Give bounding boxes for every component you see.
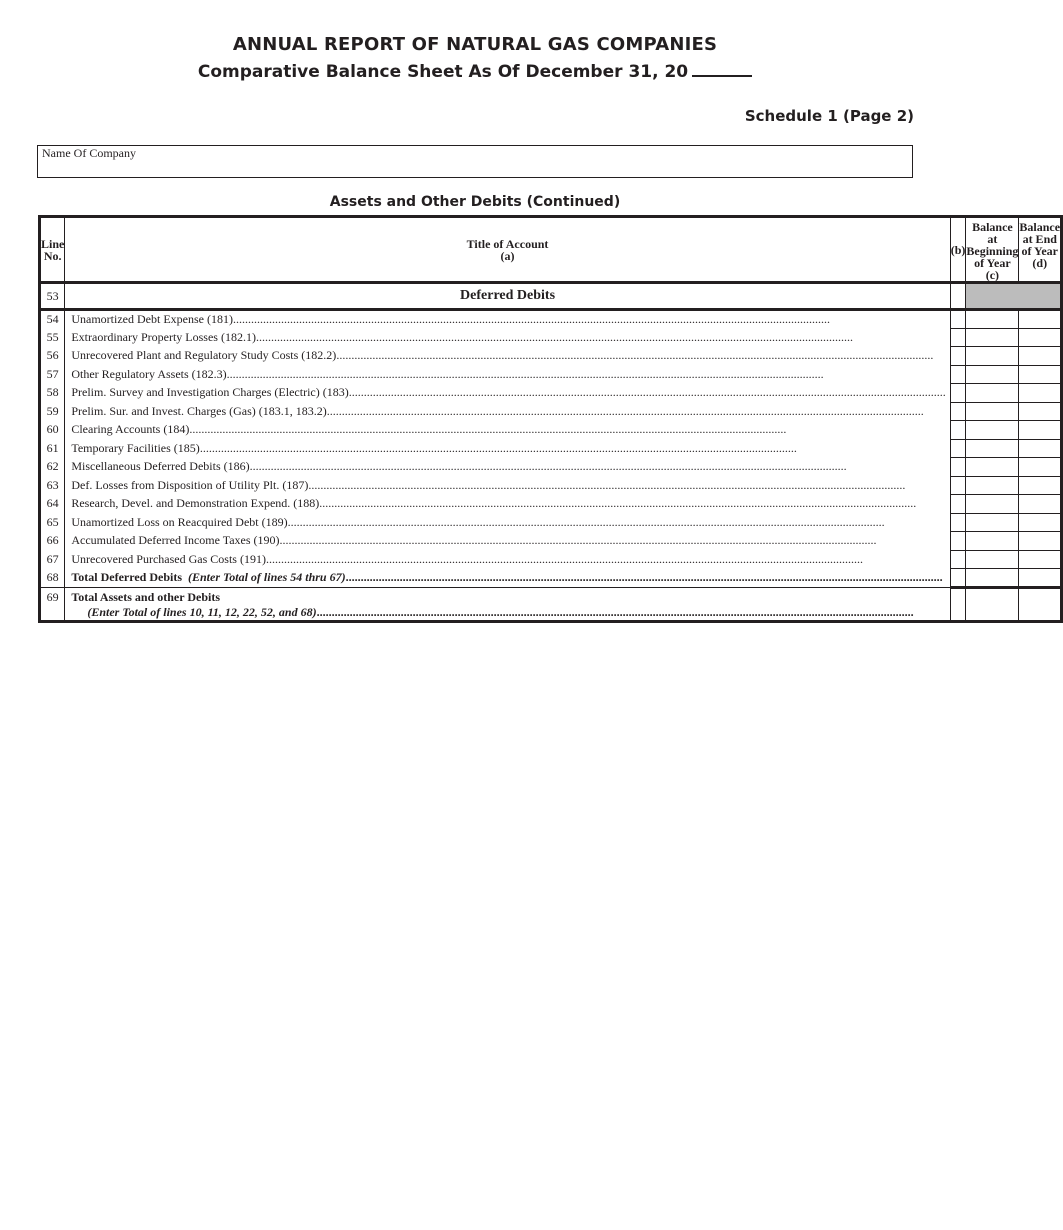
cell-d[interactable] <box>1019 439 1062 458</box>
account-title: Unrecovered Purchased Gas Costs (191) ..... <box>65 550 950 569</box>
col-header-d: Balance at End of Year (d) <box>1019 217 1062 283</box>
cell-c[interactable] <box>966 550 1019 569</box>
col-header-b: (b) <box>950 217 966 283</box>
cell-c[interactable] <box>966 476 1019 495</box>
account-rows <box>40 310 1062 569</box>
cell-b[interactable] <box>950 402 966 421</box>
account-title: Total Deferred Debits (Enter Total of lines 54 thru 67) ..... <box>65 569 950 588</box>
table-row <box>40 365 1062 384</box>
account-title: Prelim. Sur. and Invest. Charges (Gas) (183.1, 183.2) ..... <box>65 402 950 421</box>
cell-b[interactable] <box>950 421 966 440</box>
schedule-label: Schedule 1 (Page 2) <box>744 107 914 125</box>
cell-d[interactable] <box>1019 384 1062 403</box>
cell-c[interactable] <box>966 421 1019 440</box>
account-title: Unamortized Loss on Reacquired Debt (189) ..... <box>65 513 950 532</box>
cell-b[interactable] <box>950 587 966 621</box>
table-header-row <box>40 217 1062 283</box>
col-header-line-no: Line No. <box>40 217 65 283</box>
table-row <box>40 384 1062 403</box>
cell-b[interactable] <box>950 476 966 495</box>
line-number: 56 <box>40 347 65 366</box>
line-number: 54 <box>40 310 65 329</box>
cell-c[interactable] <box>966 569 1019 588</box>
cell-b[interactable] <box>950 347 966 366</box>
cell-d[interactable] <box>1019 550 1062 569</box>
account-title: Total Assets and other Debits (Enter Total of lines 10, 11, 12, 22, 52, and 68) ..... <box>65 587 950 621</box>
line-number: 63 <box>40 476 65 495</box>
line-number: 67 <box>40 550 65 569</box>
cell-c[interactable] <box>966 532 1019 551</box>
cell-c[interactable] <box>966 365 1019 384</box>
cell-b[interactable] <box>950 532 966 551</box>
account-title: Miscellaneous Deferred Debits (186) ..... <box>65 458 950 477</box>
table-row <box>40 421 1062 440</box>
cell-c[interactable] <box>966 402 1019 421</box>
line-number: 59 <box>40 402 65 421</box>
col-header-c: Balance at Beginning of Year (c) <box>966 217 1019 283</box>
cell-b[interactable] <box>950 365 966 384</box>
line-number: 53 <box>40 283 65 310</box>
year-blank[interactable] <box>692 61 752 77</box>
cell-b[interactable] <box>950 328 966 347</box>
account-title: Temporary Facilities (185) ..... <box>65 439 950 458</box>
table-row <box>40 347 1062 366</box>
account-title: Other Regulatory Assets (182.3) ..... <box>65 365 950 384</box>
line-number: 58 <box>40 384 65 403</box>
deferred-debits-row <box>40 283 1062 310</box>
company-name-field[interactable] <box>37 145 913 178</box>
report-title: ANNUAL REPORT OF NATURAL GAS COMPANIES <box>232 34 718 55</box>
table-row <box>40 476 1062 495</box>
cell-d[interactable] <box>1019 513 1062 532</box>
table-row <box>40 532 1062 551</box>
section-title: Assets and Other Debits (Continued) <box>329 194 621 210</box>
cell-d[interactable] <box>1019 587 1062 621</box>
cell-d[interactable] <box>1019 458 1062 477</box>
cell-d[interactable] <box>1019 310 1062 329</box>
cell-c[interactable] <box>966 328 1019 347</box>
account-title: Prelim. Survey and Investigation Charges (Electric) (183) ..... <box>65 384 950 403</box>
line-number: 57 <box>40 365 65 384</box>
cell-d[interactable] <box>1019 421 1062 440</box>
line-number: 68 <box>40 569 65 588</box>
cell-b[interactable] <box>950 569 966 588</box>
cell-c[interactable] <box>966 384 1019 403</box>
table-row <box>40 550 1062 569</box>
cell-d[interactable] <box>1019 402 1062 421</box>
table-row <box>40 513 1062 532</box>
total-assets-row <box>40 587 1062 621</box>
cell-d[interactable] <box>1019 532 1062 551</box>
line-number: 60 <box>40 421 65 440</box>
report-subtitle <box>0 61 950 82</box>
cell-b[interactable] <box>950 513 966 532</box>
account-title: Clearing Accounts (184) ..... <box>65 421 950 440</box>
account-title: Accumulated Deferred Income Taxes (190) ..... <box>65 532 950 551</box>
cell-d[interactable] <box>1019 365 1062 384</box>
cell-d[interactable] <box>1019 347 1062 366</box>
cell-b[interactable] <box>950 384 966 403</box>
line-number: 62 <box>40 458 65 477</box>
cell-c[interactable] <box>966 347 1019 366</box>
table-row <box>40 310 1062 329</box>
table-row <box>40 458 1062 477</box>
cell-c[interactable] <box>966 587 1019 621</box>
line-number: 69 <box>40 587 65 621</box>
table-row <box>40 402 1062 421</box>
company-name-label: Name Of Company <box>42 146 136 160</box>
cell-b[interactable] <box>950 310 966 329</box>
table-row <box>40 495 1062 514</box>
shaded-cell <box>966 283 1062 310</box>
col-header-title: Title of Account (a) <box>65 217 950 283</box>
cell-b[interactable] <box>950 550 966 569</box>
cell-d[interactable] <box>1019 476 1062 495</box>
section-heading: Deferred Debits <box>65 283 950 310</box>
account-title: Def. Losses from Disposition of Utility Plt. (187) ..... <box>65 476 950 495</box>
cell-b[interactable] <box>950 283 966 310</box>
cell-d[interactable] <box>1019 328 1062 347</box>
cell-c[interactable] <box>966 458 1019 477</box>
cell-c[interactable] <box>966 439 1019 458</box>
table-row <box>40 439 1062 458</box>
total-deferred-debits-row <box>40 569 1062 588</box>
cell-c[interactable] <box>966 513 1019 532</box>
account-title: Unamortized Debt Expense (181) ..... <box>65 310 950 329</box>
line-number: 61 <box>40 439 65 458</box>
account-title: Research, Devel. and Demonstration Expend. (188) ..... <box>65 495 950 514</box>
cell-d[interactable] <box>1019 569 1062 588</box>
cell-c[interactable] <box>966 310 1019 329</box>
account-title: Unrecovered Plant and Regulatory Study Costs (182.2) ..... <box>65 347 950 366</box>
cell-c[interactable] <box>966 495 1019 514</box>
line-number: 64 <box>40 495 65 514</box>
account-title: Extraordinary Property Losses (182.1) ..... <box>65 328 950 347</box>
cell-b[interactable] <box>950 458 966 477</box>
balance-sheet-table <box>38 215 1063 623</box>
table-row <box>40 328 1062 347</box>
cell-b[interactable] <box>950 439 966 458</box>
cell-d[interactable] <box>1019 495 1062 514</box>
line-number: 55 <box>40 328 65 347</box>
line-number: 65 <box>40 513 65 532</box>
cell-b[interactable] <box>950 495 966 514</box>
report-subtitle-text: Comparative Balance Sheet As Of December 31, 20 <box>197 62 689 82</box>
line-number: 66 <box>40 532 65 551</box>
